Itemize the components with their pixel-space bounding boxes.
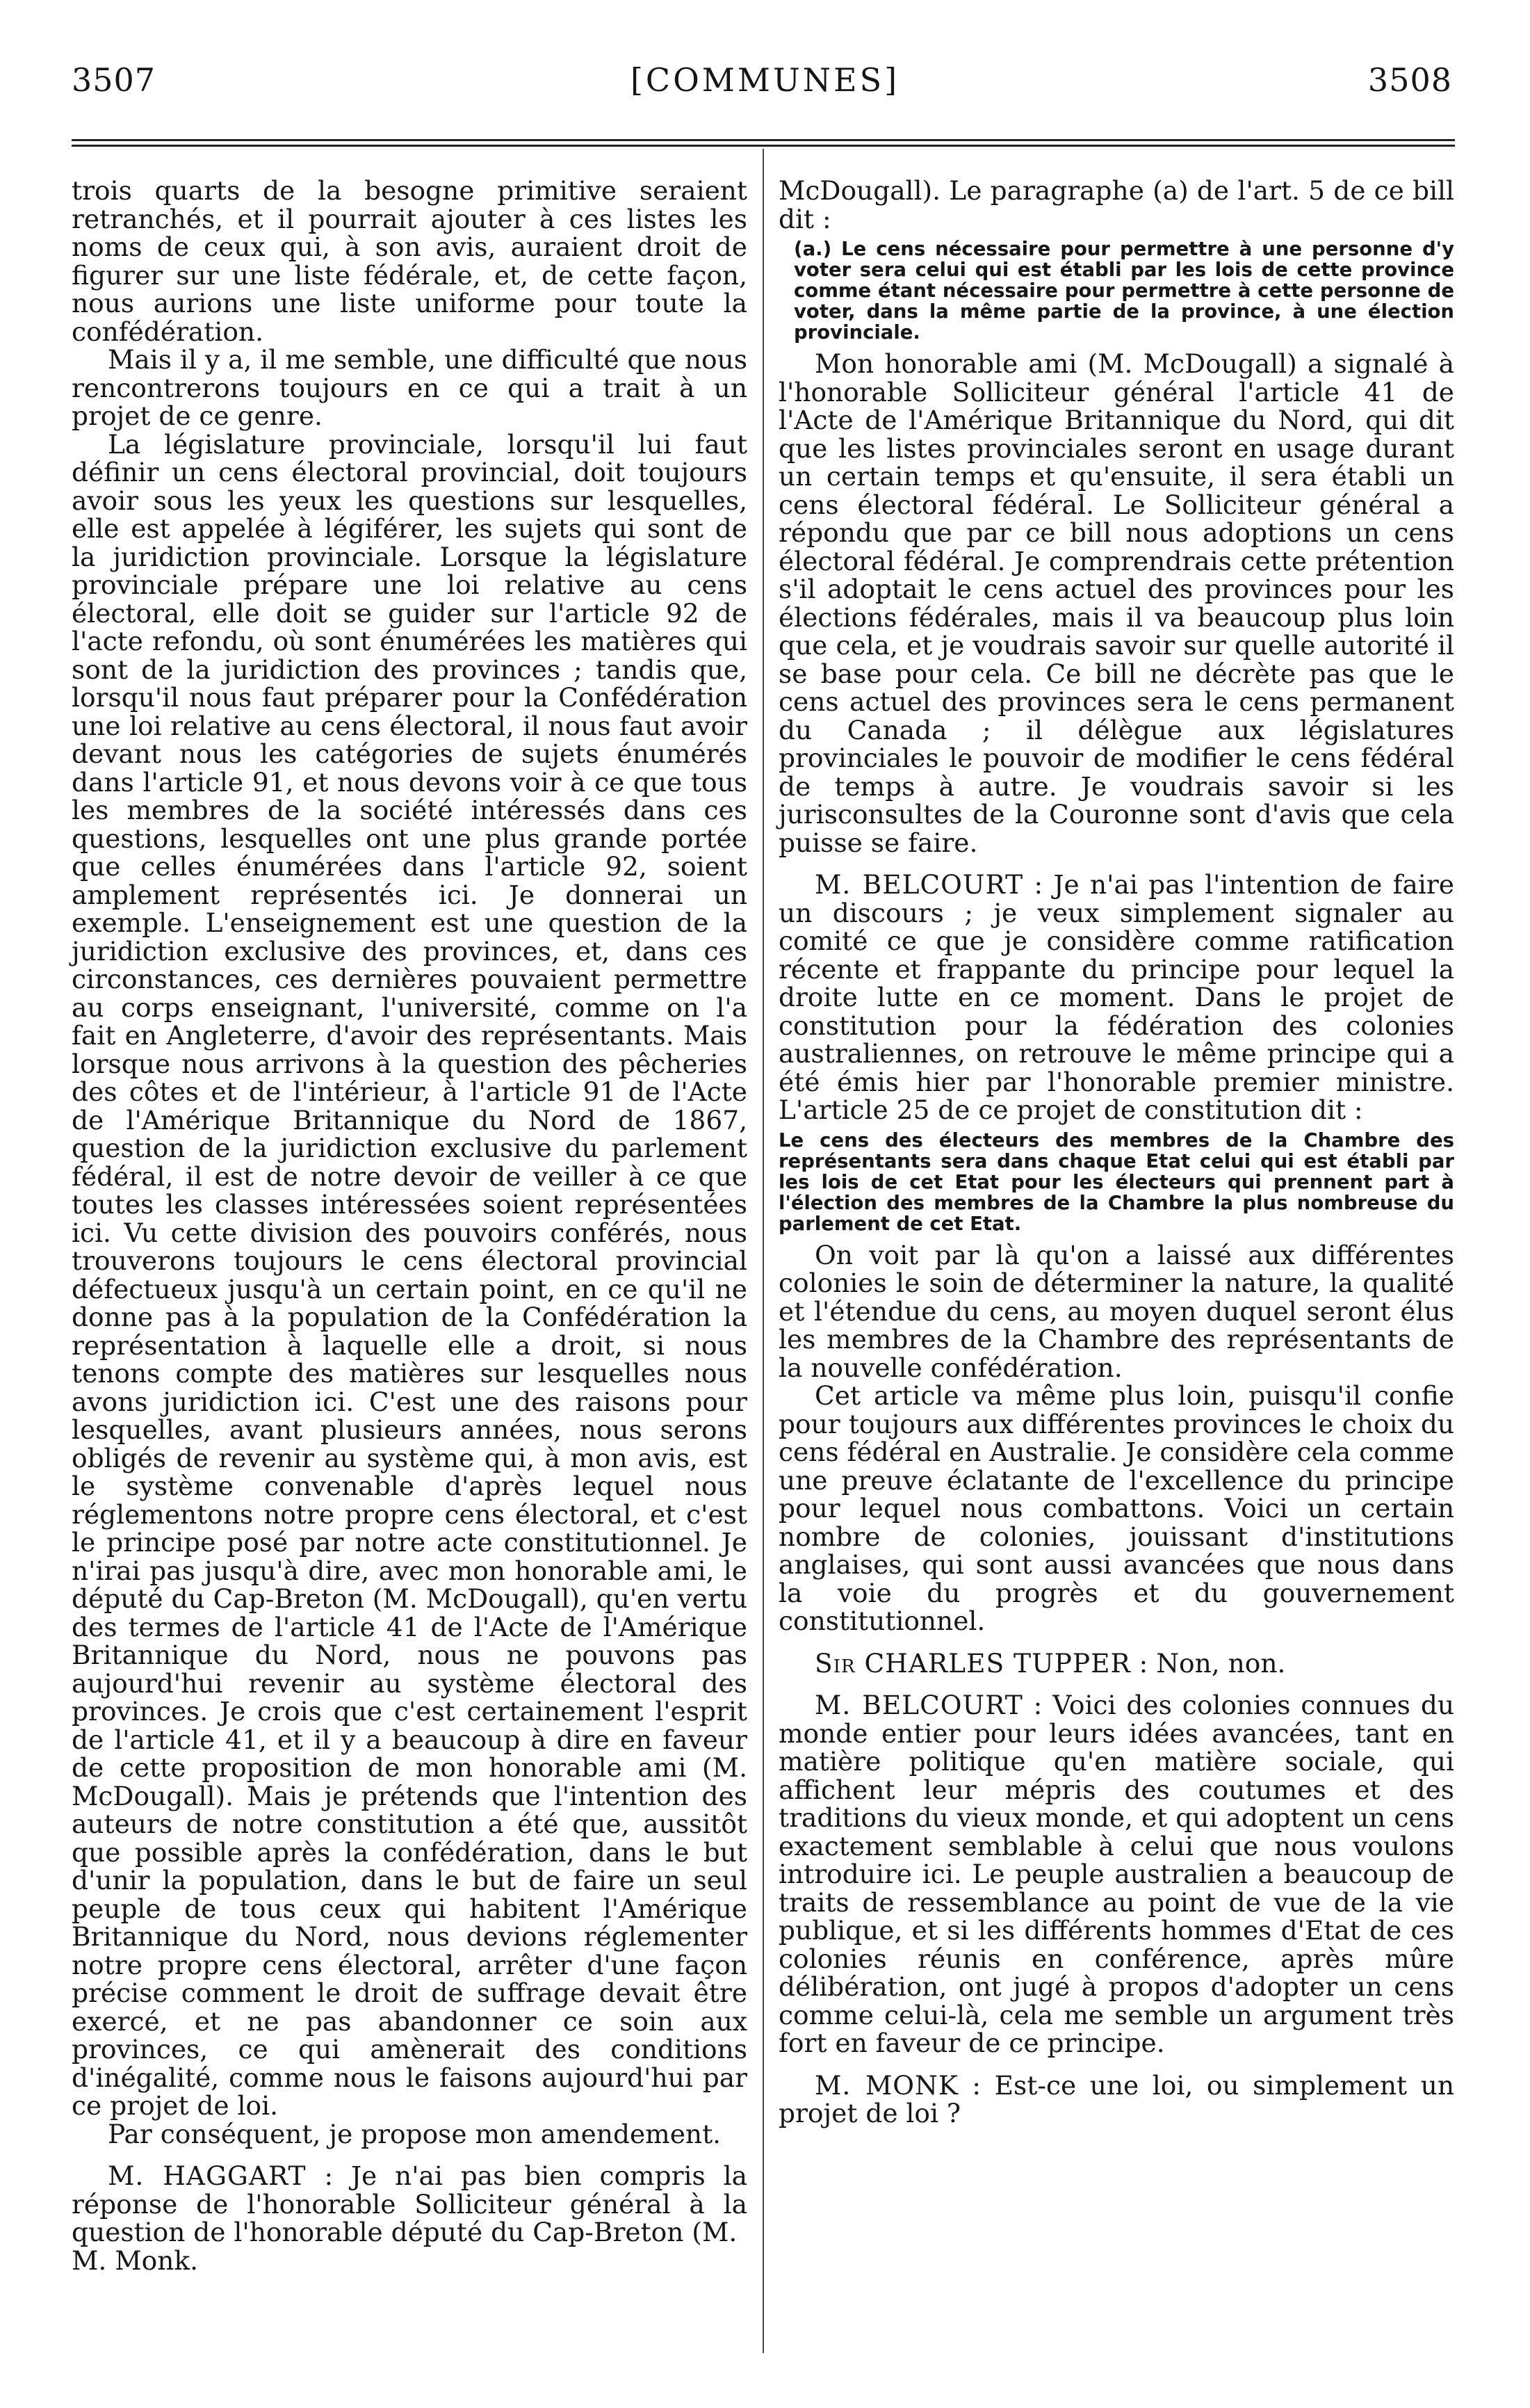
page-number-right: 3508	[1367, 61, 1452, 99]
speech-text: : Non, non.	[1130, 1647, 1286, 1679]
speech-paragraph	[779, 1649, 1454, 1678]
column-divider	[763, 149, 764, 2353]
speech-paragraph	[779, 871, 1454, 1124]
paragraph: trois quarts de la besogne primitive seraient retranchés, et il pourrait ajouter à ces listes les noms de ceux qui, à son avis, auraient droit de figurer sur une liste fédérale, et, de cette façon, nous aurions une liste uniforme pour toute la confédération.	[72, 175, 747, 347]
speech-text: : Voici des colonies connues du monde entier pour leurs idées avancées, tant en matière politique qu'en matière sociale, qui affichent leur mépris des coutumes et des traditions du vieux monde, et qui adoptent un cens exactement semblable à celui que nous voulons introduire ici. Le peuple australien a beaucoup de traits de ressemblance au point de vue de la vie publique, et si les différents hommes d'Etat de ces colonies réunis en conférence, après mûre délibération, ont jugé à propos d'adopter un cens comme celui-là, cela me semble un argument très fort en faveur de ce principe.	[779, 1690, 1454, 2058]
paragraph: McDougall). Le paragraphe (a) de l'art. 5 de ce bill dit :	[779, 175, 1454, 234]
speech-text: : Je n'ai pas bien compris la réponse de l'honorable Solliciteur général à la question de l'honorable député du Cap-Breton (M.	[72, 2160, 747, 2247]
header-rule-bottom	[72, 145, 1455, 147]
quoted-clause: (a.) Le cens nécessaire pour permettre à une personne d'y voter sera celui qui est établi par les lois de cette province comme étant nécessaire pour permettre à cette personne de voter, dans la même partie de la province, à une élection provinciale.	[794, 238, 1454, 344]
speech-text: : Je n'ai pas l'intention de faire un discours ; je veux simplement signaler au comité ce que je considère comme ratification récente et frappante du principe pour lequel la droite lutte en ce moment. Dans le projet de constitution pour la fédération des colonies australiennes, on retrouve le même principe qui a été émis hier par l'honorable premier ministre. L'article 25 de ce projet de constitution dit :	[779, 869, 1454, 1125]
speaker-name: Sir CHARLES TUPPER	[815, 1647, 1131, 1679]
header-rule-top	[72, 139, 1455, 141]
paragraph: Cet article va même plus loin, puisqu'il confie pour toujours aux différentes provinces le choix du cens fédéral en Australie. Je considère cela comme une preuve éclatante de l'excellence du principe pour lequel nous combattons. Voici un certain nombre de colonies, jouissant d'institutions anglaises, qui sont aussi avancées que nous dans la voie du progrès et du gouvernement constitutionnel.	[779, 1380, 1454, 1636]
page-signature: M. Monk.	[72, 2245, 199, 2276]
quoted-clause: Le cens des électeurs des membres de la Chambre des représentants sera dans chaque Etat celui qui est établi par les lois de cet Etat pour les électeurs qui prennent part à l'élection des membres de la Chambre la plus nombreuse du parlement de cet Etat.	[779, 1129, 1454, 1235]
speech-paragraph	[72, 2162, 747, 2247]
speech-paragraph	[779, 1691, 1454, 2058]
paragraph: La législature provinciale, lorsqu'il lui faut définir un cens électoral provincial, doit toujours avoir sous les yeux les questions sur lesquelles, elle est appelée à légiférer, les sujets qui sont de la juridiction provinciale. Lorsque la législature provinciale prépare une loi relative au cens électoral, elle doit se guider sur l'article 92 de l'acte refondu, où sont énumérées les matières qui sont de la juridiction des provinces ; tandis que, lorsqu'il nous faut préparer pour la Confédération une loi relative au cens électoral, il nous faut avoir devant nous les catégories de sujets énumérés dans l'article 91, et nous devons voir à ce que tous les membres de la société intéressés dans ces questions, lesquelles ont une plus grande portée que celles énumérées dans l'article 92, soient amplement représentés ici. Je donnerai un exemple. L'enseignement est une question de la juridiction exclusive des provinces, et, dans ces circonstances, ces dernières pouvaient permettre au corps enseignant, l'université, comme on l'a fait en Angleterre, d'avoir des représentants. Mais lorsque nous arrivons à la question des pêcheries des côtes et de l'intérieur, à l'article 91 de l'Acte de l'Amérique Britannique du Nord de 1867, question de la juridiction exclusive du parlement fédéral, il est de notre devoir de veiller à ce que toutes les classes intéressées soient représentées ici. Vu cette division des pouvoirs conférés, nous trouverons toujours le cens électoral provincial défectueux jusqu'à un certain point, en ce qu'il ne donne pas à la population de la Confédération la représentation à laquelle elle a droit, si nous tenons compte des matières sur lesquelles nous avons juridiction ici. C'est une des raisons pour lesquelles, avant plusieurs années, nous serons obligés de revenir au système qui, à mon avis, est le système convenable d'après lequel nous réglementons notre propre cens électoral, et c'est le principe posé par notre acte constitutionnel. Je n'irai pas jusqu'à dire, avec mon honorable ami, le député du Cap-Breton (M. McDougall), qu'en vertu des termes de l'article 41 de l'Acte de l'Amérique Britannique du Nord, nous ne pouvons pas aujourd'hui revenir au système électoral des provinces. Je crois que c'est certainement l'esprit de l'article 41, et il y a beaucoup à dire en faveur de cette proposition de mon honorable ami (M. McDougall). Mais je prétends que l'intention des auteurs de notre constitution a été que, aussitôt que possible après la confédération, dans le but d'unir la population, dans le but de faire un seul peuple de tous ceux qui habitent l'Amérique Britannique du Nord, nous devions réglementer notre propre cens électoral, arrêter d'une façon précise comment le droit de suffrage devait être exercé, et ne pas abandonner ce soin aux provinces, ce qui amènerait des conditions d'inégalité, comme nous le faisons aujourd'hui par ce projet de loi.	[72, 428, 747, 2121]
paragraph: On voit par là qu'on a laissé aux différentes colonies le soin de déterminer la nature, la qualité et l'étendue du cens, au moyen duquel seront élus les membres de la Chambre des représentants de la nouvelle confédération.	[779, 1239, 1454, 1383]
speech-text: : Est-ce une loi, ou simplement un projet de loi ?	[779, 2069, 1454, 2128]
speaker-name: M. BELCOURT	[815, 1690, 1023, 1720]
speech-paragraph	[779, 2071, 1454, 2128]
running-header: [COMMUNES]	[630, 61, 900, 99]
paragraph: Mon honorable ami (M. McDougall) a signalé à l'honorable Solliciteur général l'article 41 de l'Acte de l'Amérique Britannique du Nord, qui dit que les listes provinciales seront en usage durant un certain temps et qu'ensuite, il sera établi un cens électoral fédéral. Le Solliciteur général a répondu que par ce bill nous adoptions un cens électoral fédéral. Je comprendrais cette prétention s'il adoptait le cens actuel des provinces pour les élections fédérales, mais il va beaucoup plus loin que cela, et je voudrais savoir sur quelle autorité il se base pour cela. Ce bill ne décrète pas que le cens actuel des provinces sera le cens permanent du Canada ; il délègue aux législatures provinciales le pouvoir de modifier le cens fédéral de temps à autre. Je voudrais savoir si les jurisconsultes de la Couronne sont d'avis que cela puisse se faire.	[779, 348, 1454, 858]
speaker-name: M. MONK	[815, 2069, 959, 2101]
speaker-name: M. BELCOURT	[815, 869, 1024, 900]
page-number-left: 3507	[72, 61, 156, 99]
right-column	[779, 177, 1454, 2128]
left-column	[72, 177, 747, 2274]
speaker-name: M. HAGGART	[108, 2160, 307, 2191]
paragraph: Mais il y a, il me semble, une difficulté que nous rencontrerons toujours en ce qui a trait à un projet de ce genre.	[72, 344, 747, 431]
paragraph: Par conséquent, je propose mon amendement.	[108, 2118, 722, 2149]
